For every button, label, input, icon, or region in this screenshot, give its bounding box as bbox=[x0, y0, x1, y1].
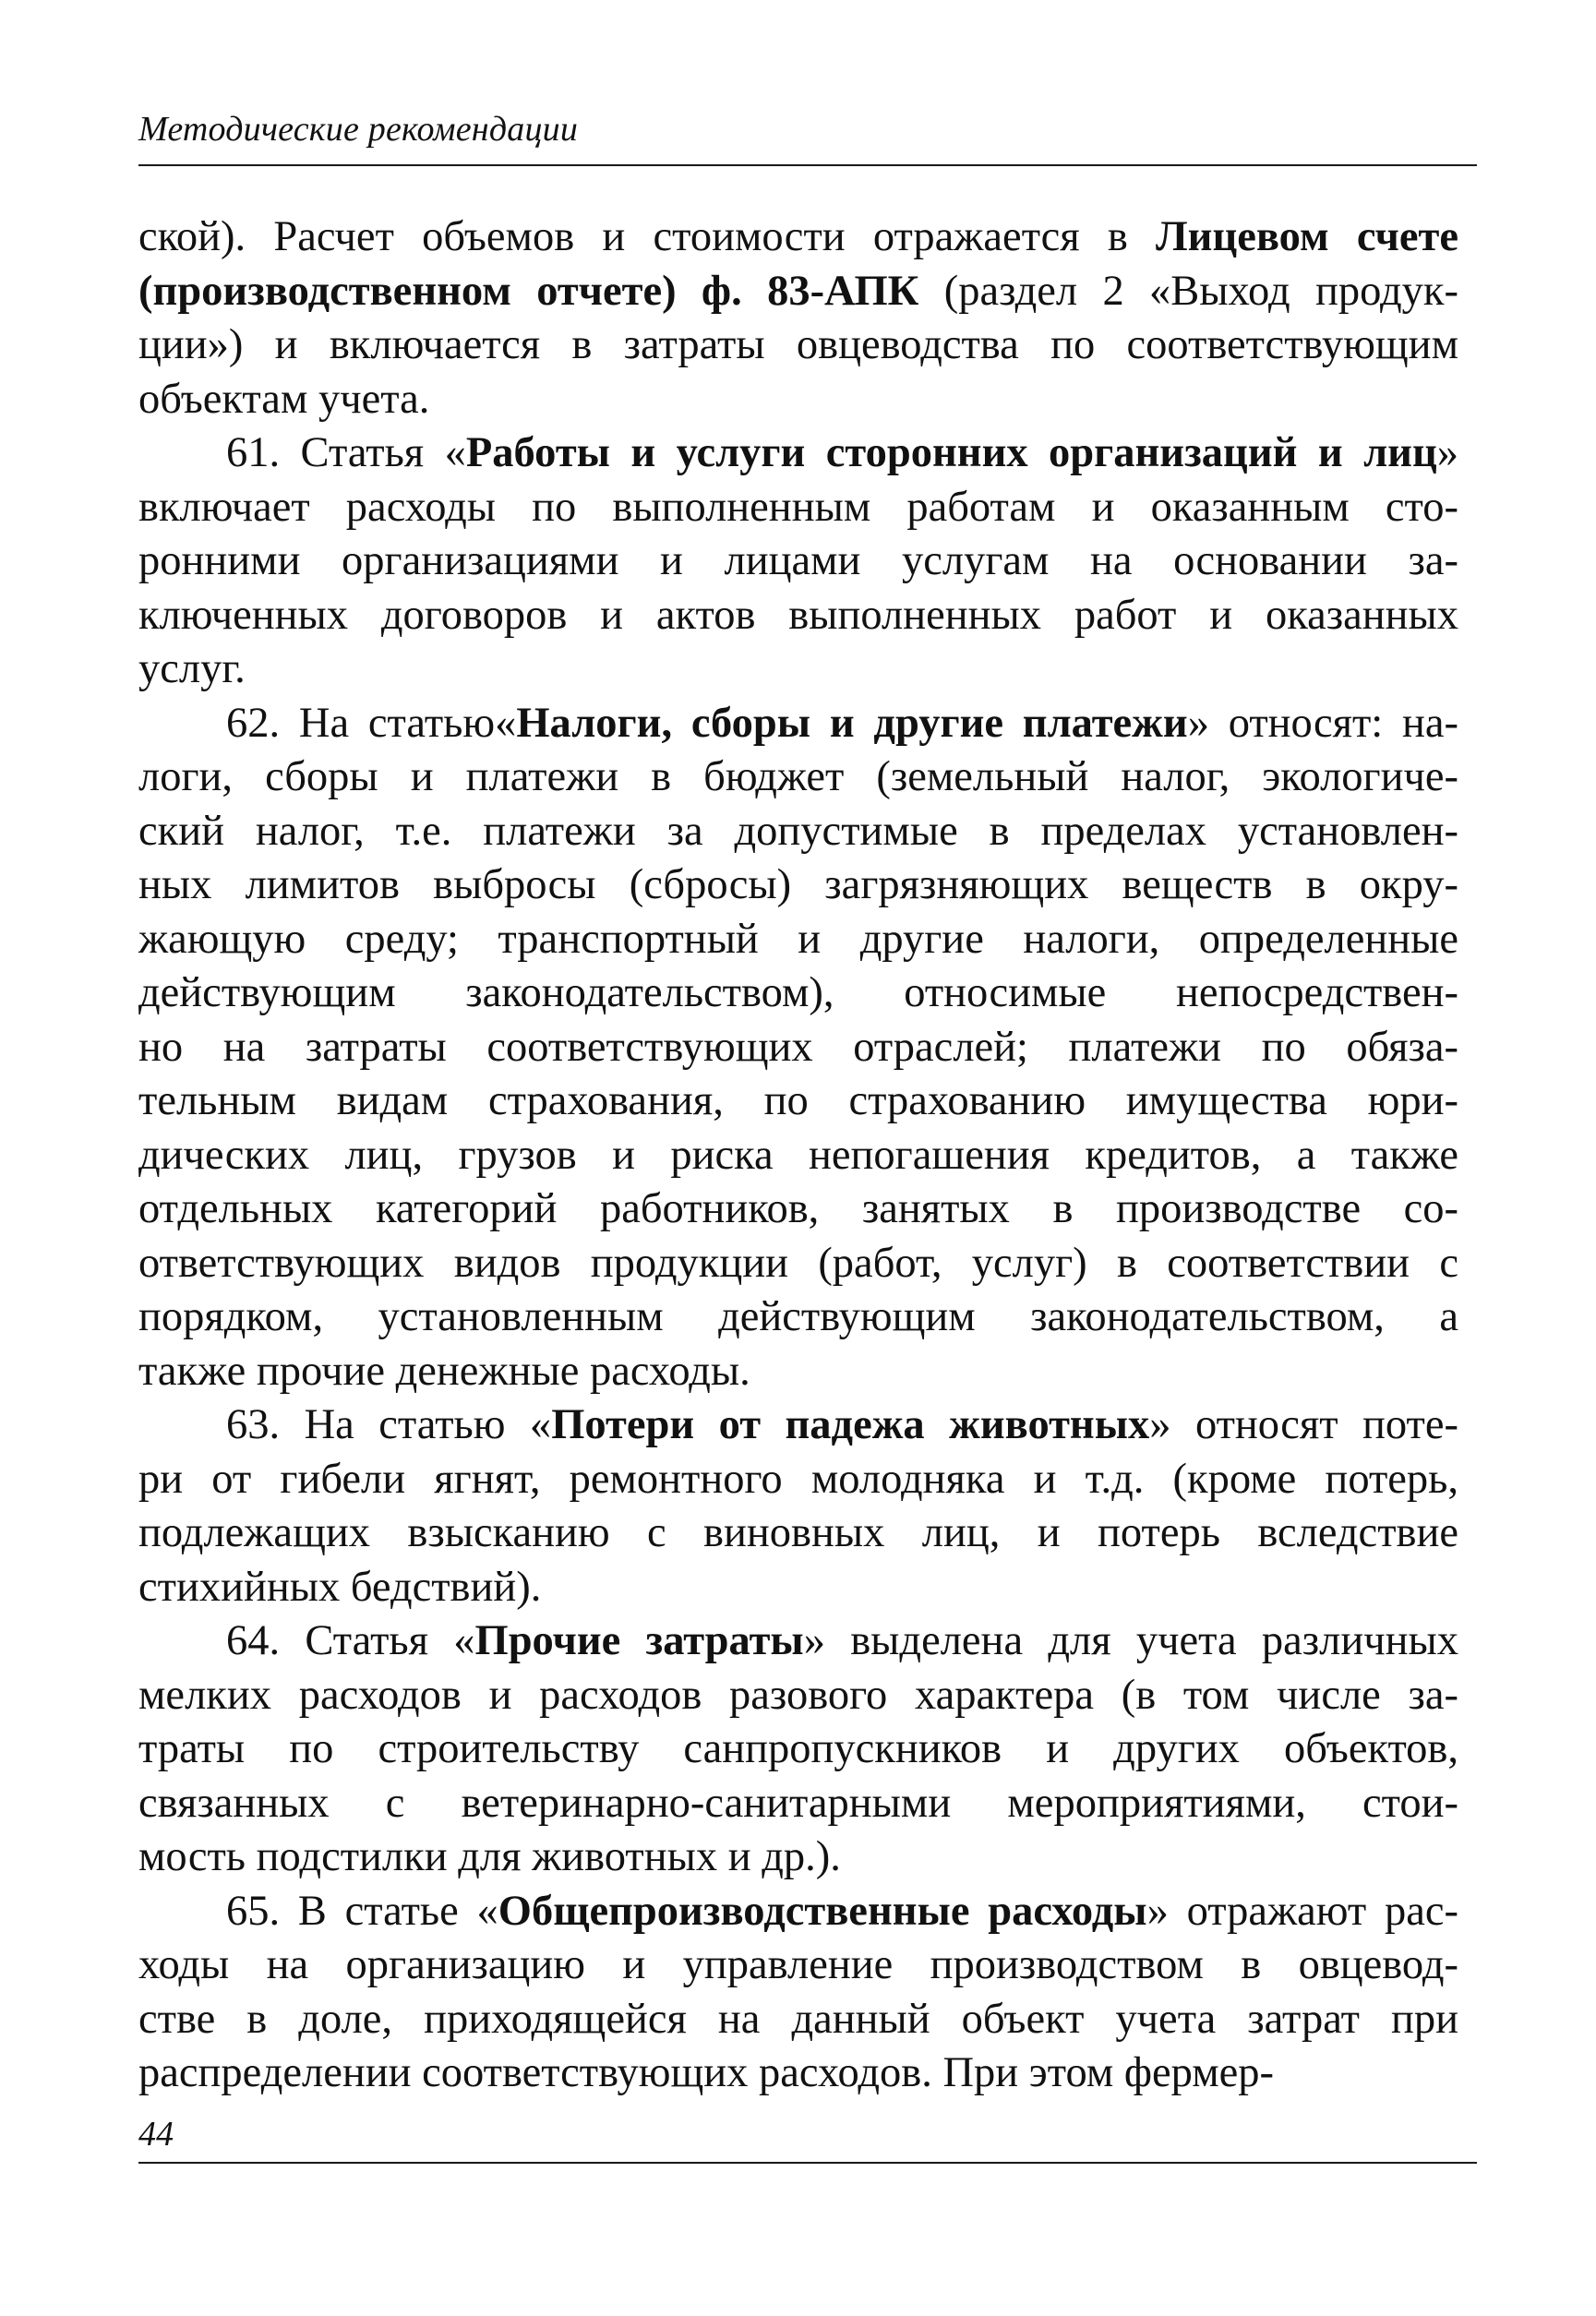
text-line bbox=[138, 534, 1458, 589]
text-line bbox=[138, 1506, 1458, 1561]
header-rule bbox=[138, 164, 1477, 166]
text-run: траты по строительству санпропускников и других объектов, bbox=[138, 1725, 1458, 1772]
text-line bbox=[138, 2046, 1458, 2101]
text-line bbox=[138, 1938, 1458, 1993]
text-run: » выделена для учета различных bbox=[803, 1617, 1458, 1664]
text-run: объектам учета. bbox=[138, 375, 430, 423]
paragraph bbox=[138, 426, 1458, 697]
text-run: мость подстилки для животных и др.). bbox=[138, 1833, 841, 1880]
text-line bbox=[138, 1885, 1458, 1939]
text-line bbox=[138, 750, 1458, 805]
text-line bbox=[138, 373, 1458, 427]
bold-term: (производственном отчете) ф. 83-АПК bbox=[138, 267, 919, 315]
text-line bbox=[138, 1074, 1458, 1129]
text-run: также прочие денежные расходы. bbox=[138, 1347, 750, 1395]
text-line bbox=[138, 210, 1458, 265]
text-line bbox=[138, 1453, 1458, 1507]
text-run: » bbox=[1436, 429, 1458, 476]
text-line bbox=[138, 1561, 1458, 1615]
text-run: » относят поте- bbox=[1149, 1401, 1458, 1448]
text-run: дических лиц, грузов и риска непогашения кредитов, а также bbox=[138, 1131, 1458, 1179]
text-line bbox=[138, 1398, 1458, 1453]
text-run: услуг. bbox=[138, 645, 246, 692]
paragraph bbox=[138, 1398, 1458, 1614]
text-run: подлежащих взысканию с виновных лиц, и потерь вследствие bbox=[138, 1509, 1458, 1556]
text-line bbox=[138, 265, 1458, 319]
text-run: жающую среду; транспортный и другие налоги, определенные bbox=[138, 915, 1458, 963]
text-line bbox=[138, 1669, 1458, 1723]
text-run: стихийных бедствий). bbox=[138, 1563, 542, 1611]
text-line bbox=[138, 858, 1458, 913]
text-run: » отражают рас- bbox=[1146, 1887, 1458, 1935]
text-run: 61. Статья « bbox=[226, 429, 466, 476]
text-run: порядком, установленным действующим законодательством, а bbox=[138, 1293, 1458, 1340]
text-line bbox=[138, 642, 1458, 697]
text-run: ский налог, т.е. платежи за допустимые в пределах установлен- bbox=[138, 807, 1458, 855]
text-line bbox=[138, 913, 1458, 967]
text-run: (раздел 2 «Выход продук- bbox=[918, 267, 1458, 315]
text-run: мелких расходов и расходов разового характера (в том числе за- bbox=[138, 1671, 1458, 1719]
text-line bbox=[138, 1182, 1458, 1237]
text-line bbox=[138, 1129, 1458, 1183]
text-run: распределении соответствующих расходов. При этом фермер- bbox=[138, 2049, 1275, 2096]
bold-term: Прочие затраты bbox=[474, 1617, 804, 1664]
text-run: ных лимитов выбросы (сбросы) загрязняющих веществ в окру- bbox=[138, 861, 1458, 908]
bold-term: Общепроизводственные расходы bbox=[498, 1887, 1147, 1935]
text-run: связанных с ветеринарно-санитарными мероприятиями, стои- bbox=[138, 1779, 1458, 1827]
text-line bbox=[138, 1614, 1458, 1669]
bold-term: Налоги, сборы и другие платежи bbox=[516, 699, 1188, 747]
paragraph bbox=[138, 697, 1458, 1399]
running-header: Методические рекомендации bbox=[138, 110, 579, 149]
text-run: логи, сборы и платежи в бюджет (земельный налог, экологиче- bbox=[138, 753, 1458, 800]
text-run: 62. На статью« bbox=[226, 699, 517, 747]
text-line bbox=[138, 426, 1458, 481]
text-run: тельным видам страхования, по страхованию имущества юри- bbox=[138, 1077, 1458, 1124]
footer-rule bbox=[138, 2162, 1477, 2164]
paragraph bbox=[138, 1614, 1458, 1885]
bold-term: Потери от падежа животных bbox=[551, 1401, 1150, 1448]
text-run: ключенных договоров и актов выполненных работ и оказанных bbox=[138, 591, 1458, 639]
text-line bbox=[138, 1345, 1458, 1399]
text-run: действующим законодательством), относимые непосредствен- bbox=[138, 969, 1458, 1016]
page-number: 44 bbox=[138, 2115, 174, 2154]
text-run: » относят: на- bbox=[1187, 699, 1459, 747]
text-line bbox=[138, 805, 1458, 859]
paragraph bbox=[138, 210, 1458, 426]
text-line bbox=[138, 1021, 1458, 1075]
text-run: ской). Расчет объемов и стоимости отражается в bbox=[138, 213, 1157, 260]
text-line bbox=[138, 966, 1458, 1021]
text-run: ронними организациями и лицами услугам на основании за- bbox=[138, 537, 1458, 584]
bold-term: Работы и услуги сторонних организаций и лиц bbox=[465, 429, 1437, 476]
text-line bbox=[138, 318, 1458, 373]
text-run: стве в доле, приходящейся на данный объект учета затрат при bbox=[138, 1995, 1458, 2043]
text-line bbox=[138, 697, 1458, 751]
text-run: ответствующих видов продукции (работ, услуг) в соответствии с bbox=[138, 1239, 1458, 1287]
text-run: 63. На статью « bbox=[226, 1401, 552, 1448]
text-line bbox=[138, 1777, 1458, 1831]
text-run: но на затраты соответствующих отраслей; платежи по обяза- bbox=[138, 1023, 1458, 1071]
text-line bbox=[138, 589, 1458, 643]
text-run: ходы на организацию и управление производством в овцевод- bbox=[138, 1941, 1458, 1988]
text-run: ри от гибели ягнят, ремонтного молодняка и т.д. (кроме потерь, bbox=[138, 1455, 1458, 1503]
text-line bbox=[138, 1290, 1458, 1345]
text-run: 65. В статье « bbox=[226, 1887, 498, 1935]
text-run: отдельных категорий работников, занятых в производстве со- bbox=[138, 1185, 1458, 1232]
text-line bbox=[138, 481, 1458, 535]
text-line bbox=[138, 1830, 1458, 1885]
paragraph bbox=[138, 1885, 1458, 2101]
bold-term: Лицевом счете bbox=[1156, 213, 1458, 260]
text-run: 64. Статья « bbox=[226, 1617, 475, 1664]
text-line bbox=[138, 1237, 1458, 1291]
text-line bbox=[138, 1722, 1458, 1777]
text-line bbox=[138, 1993, 1458, 2047]
body-text bbox=[138, 210, 1458, 2101]
text-run: включает расходы по выполненным работам и оказанным сто- bbox=[138, 483, 1458, 531]
text-run: ции») и включается в затраты овцеводства по соответствующим bbox=[138, 321, 1458, 368]
